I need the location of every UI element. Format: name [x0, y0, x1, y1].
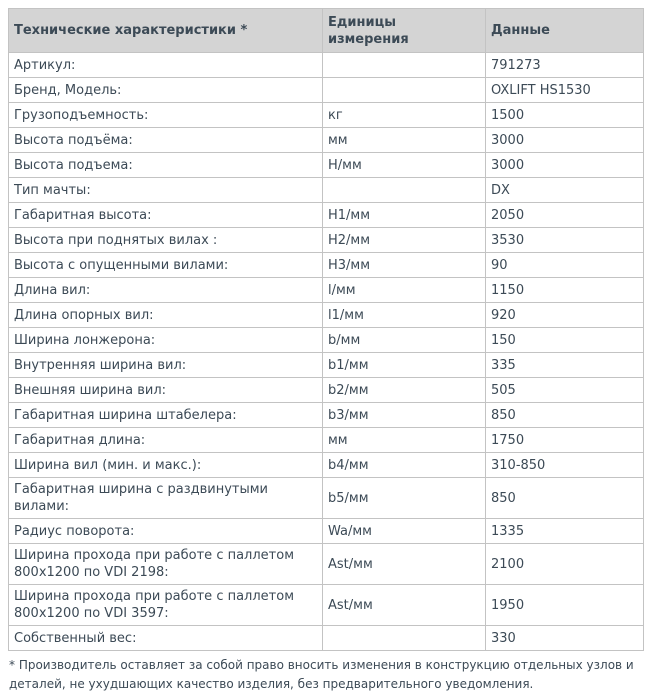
table-row	[9, 519, 644, 544]
unit-cell: b/мм	[323, 328, 486, 353]
unit-cell	[323, 78, 486, 103]
value-cell: 2100	[486, 544, 644, 585]
value-cell: 791273	[486, 53, 644, 78]
unit-cell: l1/мм	[323, 303, 486, 328]
spec-name-cell: Длина опорных вил:	[9, 303, 323, 328]
unit-cell: H1/мм	[323, 203, 486, 228]
value-cell: 90	[486, 253, 644, 278]
specs-table	[8, 8, 644, 651]
table-row	[9, 478, 644, 519]
spec-name-cell: Ширина лонжерона:	[9, 328, 323, 353]
table-row	[9, 378, 644, 403]
table-row	[9, 353, 644, 378]
header-data: Данные	[486, 9, 644, 53]
unit-cell	[323, 53, 486, 78]
unit-cell	[323, 626, 486, 651]
header-characteristics: Технические характеристики *	[9, 9, 323, 53]
value-cell: 310-850	[486, 453, 644, 478]
spec-name-cell: Высота подъема:	[9, 153, 323, 178]
table-row	[9, 626, 644, 651]
value-cell: 3000	[486, 128, 644, 153]
spec-name-cell: Собственный вес:	[9, 626, 323, 651]
value-cell: 330	[486, 626, 644, 651]
specs-table-header	[9, 9, 644, 53]
unit-cell: H3/мм	[323, 253, 486, 278]
table-row	[9, 53, 644, 78]
table-row	[9, 153, 644, 178]
unit-cell: мм	[323, 428, 486, 453]
spec-name-cell: Бренд, Модель:	[9, 78, 323, 103]
spec-name-cell: Ширина прохода при работе с паллетом 800х1200 по VDI 3597:	[9, 585, 323, 626]
unit-cell: b3/мм	[323, 403, 486, 428]
value-cell: 505	[486, 378, 644, 403]
unit-cell: Ast/мм	[323, 544, 486, 585]
spec-name-cell: Габаритная ширина штабелера:	[9, 403, 323, 428]
table-row	[9, 428, 644, 453]
spec-name-cell: Габаритная высота:	[9, 203, 323, 228]
unit-cell: b1/мм	[323, 353, 486, 378]
unit-cell: H2/мм	[323, 228, 486, 253]
table-row	[9, 453, 644, 478]
unit-cell: кг	[323, 103, 486, 128]
value-cell: 1950	[486, 585, 644, 626]
header-row	[9, 9, 644, 53]
value-cell: 150	[486, 328, 644, 353]
spec-name-cell: Высота подъёма:	[9, 128, 323, 153]
value-cell: OXLIFT HS1530	[486, 78, 644, 103]
value-cell: 3530	[486, 228, 644, 253]
spec-name-cell: Габаритная длина:	[9, 428, 323, 453]
spec-name-cell: Ширина прохода при работе с паллетом 800х1200 по VDI 2198:	[9, 544, 323, 585]
table-row	[9, 178, 644, 203]
header-units-label: Единицы измерения	[328, 14, 409, 47]
value-cell: 2050	[486, 203, 644, 228]
spec-name-cell: Внутренняя ширина вил:	[9, 353, 323, 378]
value-cell: 1150	[486, 278, 644, 303]
unit-cell: мм	[323, 128, 486, 153]
spec-name-cell: Высота при поднятых вилах :	[9, 228, 323, 253]
unit-cell: l/мм	[323, 278, 486, 303]
unit-cell: b2/мм	[323, 378, 486, 403]
unit-cell: H/мм	[323, 153, 486, 178]
value-cell: 1750	[486, 428, 644, 453]
unit-cell: b5/мм	[323, 478, 486, 519]
unit-cell: Wa/мм	[323, 519, 486, 544]
table-row	[9, 253, 644, 278]
table-row	[9, 228, 644, 253]
spec-name-cell: Габаритная ширина с раздвинутыми вилами:	[9, 478, 323, 519]
spec-name-cell: Тип мачты:	[9, 178, 323, 203]
value-cell: 920	[486, 303, 644, 328]
table-row	[9, 203, 644, 228]
unit-cell: b4/мм	[323, 453, 486, 478]
value-cell: 850	[486, 478, 644, 519]
table-row	[9, 78, 644, 103]
spec-name-cell: Грузоподъемность:	[9, 103, 323, 128]
table-row	[9, 544, 644, 585]
table-row	[9, 278, 644, 303]
table-row	[9, 103, 644, 128]
table-row	[9, 328, 644, 353]
table-row	[9, 403, 644, 428]
value-cell: 1335	[486, 519, 644, 544]
header-units	[323, 9, 486, 53]
value-cell: DX	[486, 178, 644, 203]
spec-name-cell: Длина вил:	[9, 278, 323, 303]
value-cell: 3000	[486, 153, 644, 178]
unit-cell: Ast/мм	[323, 585, 486, 626]
spec-name-cell: Внешняя ширина вил:	[9, 378, 323, 403]
table-row	[9, 128, 644, 153]
specs-table-body	[9, 53, 644, 651]
table-row	[9, 303, 644, 328]
spec-name-cell: Ширина вил (мин. и макс.):	[9, 453, 323, 478]
footnote: * Производитель оставляет за собой право вносить изменения в конструкцию отдельных узлов и деталей, не ухудшающих качество изделия, без предварительного уведомления.	[9, 658, 634, 691]
value-cell: 850	[486, 403, 644, 428]
unit-cell	[323, 178, 486, 203]
value-cell: 335	[486, 353, 644, 378]
spec-name-cell: Артикул:	[9, 53, 323, 78]
table-row	[9, 585, 644, 626]
spec-name-cell: Радиус поворота:	[9, 519, 323, 544]
spec-name-cell: Высота с опущенными вилами:	[9, 253, 323, 278]
value-cell: 1500	[486, 103, 644, 128]
